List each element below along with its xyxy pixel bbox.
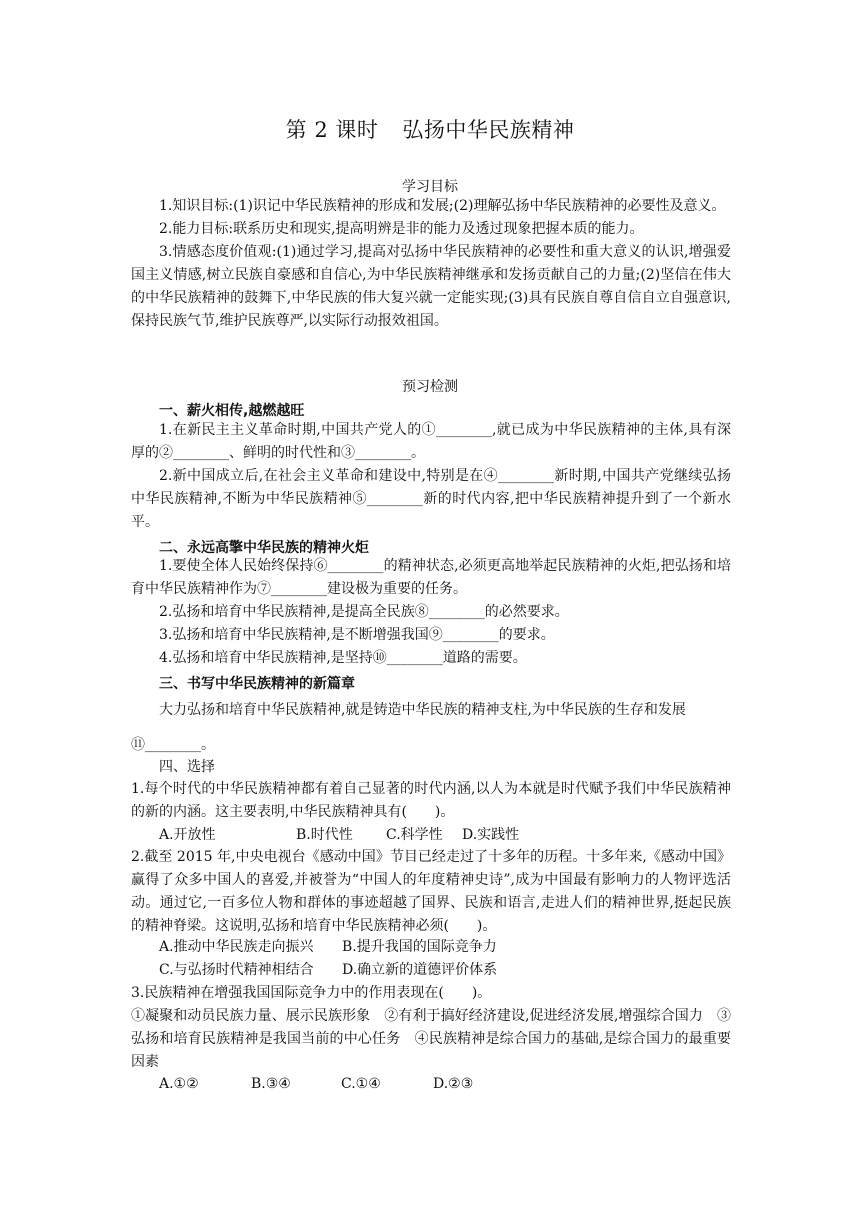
lesson-title: 弘扬中华民族精神	[402, 118, 575, 142]
question-stem: 3.民族精神在增强我国国际竞争力中的作用表现在( )。	[131, 985, 492, 1001]
fill-blank-item: 2.新中国成立后,在社会主义革命和建设中,特别是在④________新时期,中国共产党继续弘扬中华民族精神,不断为中华民族精神⑤________新的时代内容,把中华民族精神提升到了一个新水平。	[131, 468, 731, 530]
option-d: D.确立新的道德评价体系	[342, 962, 498, 978]
fill-blank-item: 1.在新民主主义革命时期,中国共产党人的①________,就已成为中华民族精神的主体,具有深厚的②________、鲜明的时代性和③________。	[131, 422, 731, 461]
objective-item: 1.知识目标:(1)识记中华民族精神的形成和发展;(2)理解弘扬中华民族精神的必要性及意义。	[159, 198, 726, 214]
section3-blank-line	[131, 734, 731, 757]
section-heading: 一、薪火相传,越燃越旺	[159, 403, 305, 419]
question-1	[131, 778, 731, 824]
choice-heading-row	[131, 756, 731, 779]
option-d: D.实践性	[462, 827, 520, 843]
lesson-number: 第 2 课时	[285, 118, 379, 142]
section3-text: 大力弘扬和培育中华民族精神,就是铸造中华民族的精神支柱,为中华民族的生存和发展	[159, 702, 686, 718]
objective-item: 3.情感态度价值观:(1)通过学习,提高对弘扬中华民族精神的必要性和重大意义的认识,增强爱国主义情感,树立民族自豪感和自信心,为中华民族精神继承和发扬贡献自己的力量;(2)坚信在伟大的中华民族精神的鼓舞下,中华民族的伟大复兴就一定能实现;(3)具有民族自尊自信自立自强意识,保持民族气节,维护民族尊严,以实际行动报效祖国。	[131, 244, 731, 329]
fill-blank-item: 4.弘扬和培育中华民族精神,是坚持⑩________道路的需要。	[159, 650, 527, 666]
question-statements: ①凝聚和动员民族力量、展示民族形象 ②有利于搞好经济建设,促进经济发展,增强综合国力 ③弘扬和培育民族精神是我国当前的中心任务 ④民族精神是综合国力的基础,是综合国力的最重要因素	[131, 1008, 731, 1070]
option-a: A.开放性	[159, 827, 216, 843]
option-c: C.科学性	[386, 827, 443, 843]
question-3	[131, 982, 731, 1074]
fill-blank-item: 3.弘扬和培育中华民族精神,是不断增强我国⑨________的要求。	[159, 627, 555, 643]
section-heading: 二、永远高擎中华民族的精神火炬	[159, 540, 369, 556]
preview-heading: 预习检测	[402, 379, 458, 395]
section3-blank: ⑪________。	[131, 737, 215, 753]
option-c: C.与弘扬时代精神相结合	[159, 962, 314, 978]
option-a: A.推动中华民族走向振兴	[159, 939, 314, 955]
option-c: C.①④	[341, 1076, 381, 1092]
objectives-list	[131, 195, 731, 333]
option-b: B.提升我国的国际竞争力	[342, 939, 497, 955]
section-heading: 三、书写中华民族精神的新篇章	[159, 676, 355, 692]
section1-content	[131, 419, 731, 534]
question-stem: 2.截至 2015 年,中央电视台《感动中国》节目已经走过了十多年的历程。十多年来,《感动中国》赢得了众多中国人的喜爱,并被誉为“中国人的年度精神史诗”,成为中国最有影响力的人物评选活动。通过它,一百多位人物和群体的事迹超越了国界、民族和语言,走进人们的精神世界,挺起民族的精神脊梁。这说明,弘扬和培育中华民族精神必须( )。	[131, 849, 731, 934]
question-stem: 1.每个时代的中华民族精神都有着自己显著的时代内涵,以人为本就是时代赋予我们中华民族精神的新的内涵。这主要表明,中华民族精神具有( )。	[131, 781, 731, 820]
fill-blank-item: 2.弘扬和培育中华民族精神,是提高全民族⑧________的必然要求。	[159, 604, 569, 620]
fill-blank-item: 1.要使全体人民始终保持⑥________的精神状态,必须更高地举起民族精神的火炬,把弘扬和培育中华民族精神作为⑦________建设极为重要的任务。	[131, 558, 731, 597]
objective-item: 2.能力目标:联系历史和现实,提高明辨是非的能力及透过现象把握本质的能力。	[159, 221, 644, 237]
option-d: D.②③	[433, 1076, 474, 1092]
section2-content	[131, 555, 731, 670]
choice-heading: 四、选择	[159, 759, 215, 775]
option-a: A.①②	[159, 1076, 199, 1092]
option-b: B.时代性	[296, 827, 353, 843]
objectives-heading: 学习目标	[402, 179, 458, 195]
section3-content	[131, 699, 731, 722]
option-b: B.③④	[251, 1076, 291, 1092]
question-2	[131, 846, 731, 938]
page-title	[0, 114, 860, 144]
